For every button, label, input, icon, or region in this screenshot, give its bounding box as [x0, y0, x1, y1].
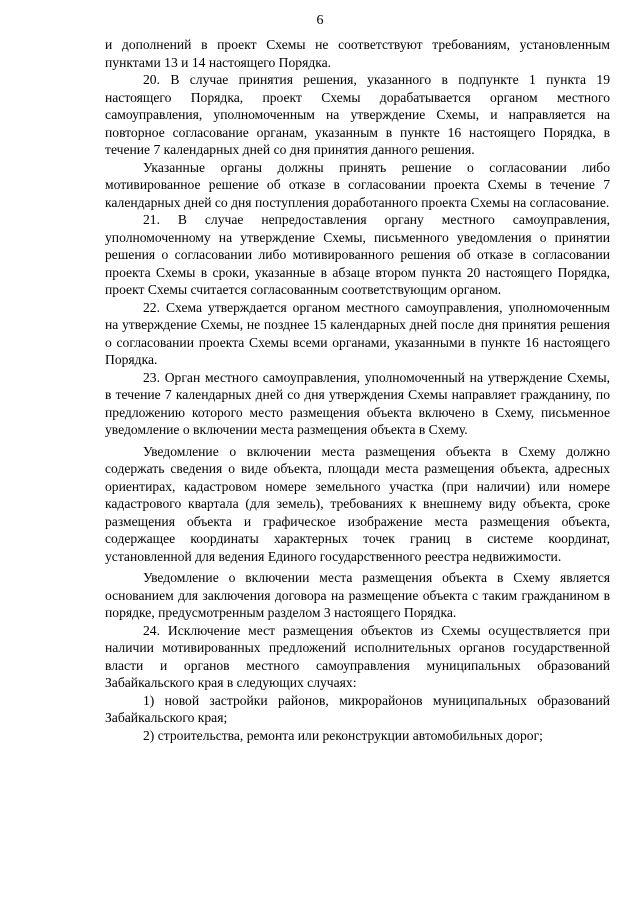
document-body: [105, 36, 610, 744]
list-item-1: 1) новой застройки районов, микрорайонов муниципальных образований Забайкальского края;: [105, 692, 610, 725]
paragraph-24: 24. Исключение мест размещения объектов из Схемы осуществляется при наличии мотивированных предложений исполнительных органов государственной власти и органов местного самоуправления муниципальных образований Забайкальского края в следующих случаях:: [105, 622, 610, 690]
page-number: 6: [316, 13, 324, 28]
paragraph-20: 20. В случае принятия решения, указанного в подпункте 1 пункта 19 настоящего Порядка, проект Схемы дорабатывается органом местного самоуправления, уполномоченным на утверждение Схемы, и направляется на повторное согласование органам, указанным в пункте 16 настоящего Порядка, в течение 7 календарных дней со дня принятия данного решения.: [105, 72, 610, 157]
paragraph-21: 21. В случае непредоставления органу местного самоуправления, уполномоченному на утверждение Схемы, письменного уведомления о принятии решения о согласовании либо мотивированного решения об отказе в согласовании проекта Схемы в сроки, указанные в абзаце втором пункта 20 настоящего Порядка, проект Схемы считается согласованным соответствующим органом.: [105, 212, 610, 297]
paragraph-22: 22. Схема утверждается органом местного самоуправления, уполномоченным на утверждение Схемы, не позднее 15 календарных дней после дня принятия решения о согласовании проекта Схемы всеми органами, указанными в пункте 16 настоящего Порядка.: [105, 299, 610, 367]
list-item-2: 2) строительства, ремонта или реконструкции автомобильных дорог;: [143, 727, 543, 743]
paragraph-20-second: Указанные органы должны принять решение о согласовании либо мотивированное решение об отказе в согласовании проекта Схемы в течение 7 календарных дней со дня поступления доработанного проекта Схемы на согласование.: [105, 159, 610, 210]
paragraph-23: 23. Орган местного самоуправления, уполномоченный на утверждение Схемы, в течение 7 календарных дней со дня утверждения Схемы направляет гражданину, по предложению которого место размещения объекта включено в Схему, письменное уведомление о включении места размещения объекта в Схему.: [105, 369, 610, 437]
paragraph-continuation: и дополнений в проект Схемы не соответствуют требованиям, установленным пунктами 13 и 14 настоящего Порядка.: [105, 37, 610, 70]
paragraph-notification-basis: Уведомление о включении места размещения объекта в Схему является основанием для заключения договора на размещение объекта с таким гражданином в порядке, предусмотренным разделом 3 настоящего Порядка.: [105, 570, 610, 620]
paragraph-notification-content: Уведомление о включении места размещения объекта в Схему должно содержать сведения о виде объекта, площади места размещения объекта, адресных ориентирах, кадастровом номере земельного участка (при наличии) или номере кадастрового квартала (для земель), требованиях к внешнему виду объекта, сроке размещения объекта и графическое изображение места размещения объекта, содержащее координаты характерных точек границ в системе координат, установленной для ведения Единого государственного реестра недвижимости.: [105, 443, 610, 564]
